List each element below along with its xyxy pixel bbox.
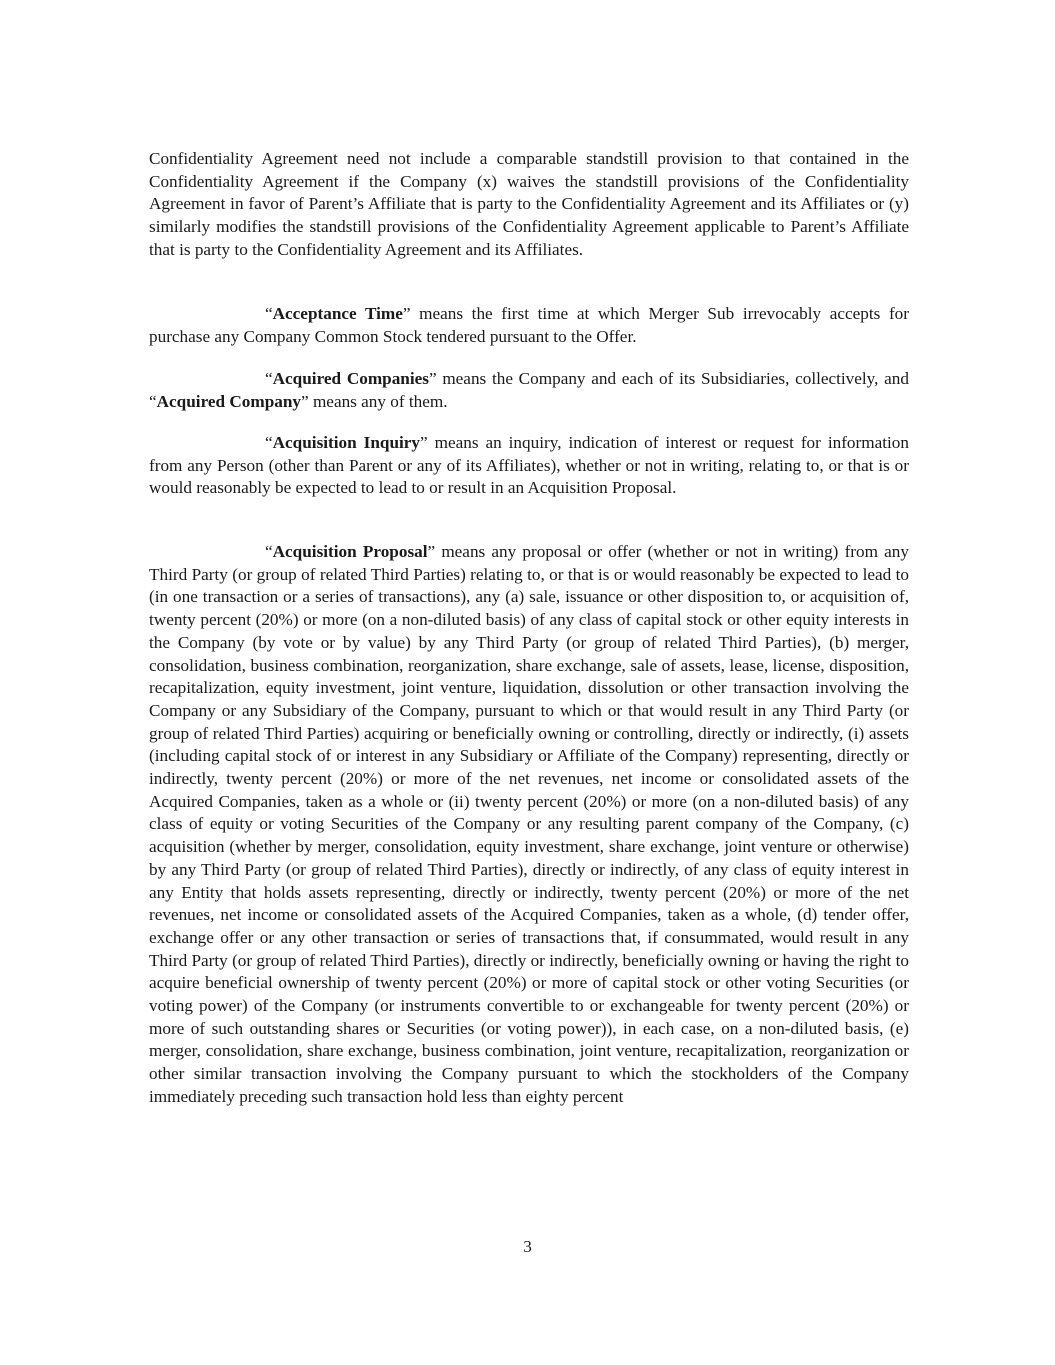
open-quote: “	[265, 433, 273, 452]
paragraph-confidentiality-continuation	[149, 148, 909, 262]
definition-text: ” means an inquiry, indication of interest or request for information from any Person (other than Parent or any of its Affiliates), whether or not in writing, relating to, or that is or would reasonably be expected to lead to or result in an Acquisition Proposal.	[149, 433, 909, 498]
open-quote: “	[265, 542, 273, 561]
defined-term: Acquired Companies	[272, 369, 429, 388]
open-quote: “	[265, 304, 273, 323]
definition-text: ” means any proposal or offer (whether or not in writing) from any Third Party (or group of related Third Parties) relating to, or that is or would reasonably be expected to lead to (in one transaction or a series of transactions), any (a) sale, issuance or other disposition to, or acquisition of, twenty percent (20%) or more (on a non-diluted basis) of any class of capital stock or other equity interests in the Company (by vote or by value) by any Third Party (or group of related Third Parties), (b) merger, consolidation, business combination, reorganization, share exchange, sale of assets, lease, license, disposition, recapitalization, equity investment, joint venture, liquidation, dissolution or other transaction involving the Company or any Subsidiary of the Company, pursuant to which or that would result in any Third Party (or group of related Third Parties) acquiring or beneficially owning or controlling, directly or indirectly, (i) assets (including capital stock of or interest in any Subsidiary or Affiliate of the Company) representing, directly or indirectly, twenty percent (20%) or more of the net revenues, net income or consolidated assets of the Acquired Companies, taken as a whole or (ii) twenty percent (20%) or more (on a non-diluted basis) of any class of equity or voting Securities of the Company or any resulting parent company of the Company, (c) acquisition (whether by merger, consolidation, equity investment, share exchange, joint venture or otherwise) by any Third Party (or group of related Third Parties), directly or indirectly, of any class of equity interest in any Entity that holds assets representing, directly or indirectly, twenty percent (20%) or more of the net revenues, net income or consolidated assets of the Acquired Companies, taken as a whole, (d) tender offer, exchange offer or any other transaction or series of transactions that, if consummated, would result in any Third Party (or group of related Third Parties), directly or indirectly, beneficially owning or having the right to acquire beneficial ownership of twenty percent (20%) or more of capital stock or other voting Securities (or voting power) of the Company (or instruments convertible to or exchangeable for twenty percent (20%) or more of such outstanding shares or Securities (or voting power)), in each case, on a non-diluted basis, (e) merger, consolidation, share exchange, business combination, joint venture, recapitalization, reorganization or other similar transaction involving the Company pursuant to which the stockholders of the Company immediately preceding such transaction hold less than eighty percent	[149, 542, 909, 1106]
definition-acceptance-time	[149, 303, 909, 348]
definition-text: ” means the Company and each of its Subsidiaries, collectively, and “	[149, 369, 909, 411]
definition-acquisition-inquiry	[149, 432, 909, 500]
definition-acquisition-proposal	[149, 541, 909, 1109]
definition-text: ” means the first time at which Merger Sub irrevocably accepts for purchase any Company Common Stock tendered pursuant to the Offer.	[149, 304, 909, 346]
defined-term: Acquisition Proposal	[272, 542, 428, 561]
page-number: 3	[523, 1237, 532, 1256]
defined-term: Acceptance Time	[272, 304, 403, 323]
defined-term: Acquisition Inquiry	[272, 433, 421, 452]
defined-term-secondary: Acquired Company	[156, 391, 302, 411]
definition-acquired-companies	[149, 368, 909, 413]
paragraph-text: Confidentiality Agreement need not include a comparable standstill provision to that contained in the Confidentiality Agreement if the Company (x) waives the standstill provisions of the Confidentiality Agreement in favor of Parent’s Affiliate that is party to the Confidentiality Agreement and its Affiliates or (y) similarly modifies the standstill provisions of the Confidentiality Agreement applicable to Parent’s Affiliate that is party to the Confidentiality Agreement and its Affiliates.	[149, 149, 909, 259]
open-quote: “	[265, 369, 273, 388]
definition-text-end: ” means any of them.	[301, 391, 448, 411]
